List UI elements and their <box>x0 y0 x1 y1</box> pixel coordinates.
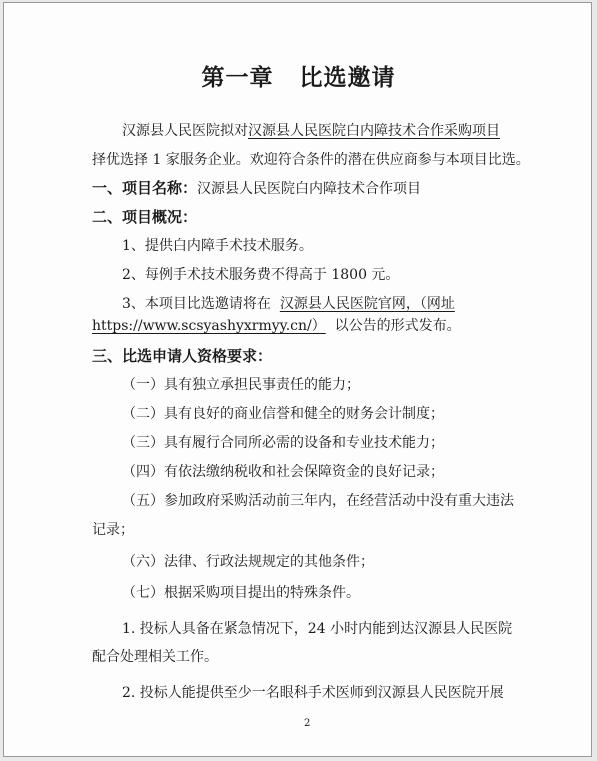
website-url[interactable]: https://www.scsyashyxrmyy.cn/） <box>92 318 326 334</box>
bidder-term-1-cont: 配合处理相关工作。 <box>92 649 218 665</box>
chapter-heading: 比选邀请 <box>299 64 396 91</box>
bidder-term-2: 2. 投标人能提供至少一名眼科手术医师到汉源县人民医院开展 <box>122 685 504 701</box>
section-3-label: 三、比选申请人资格要求： <box>92 347 273 365</box>
website-name-underlined: 汉源县人民医院官网，（网址 <box>279 296 455 312</box>
requirement-7: （七）根据采购项目提出的特殊条件。 <box>122 585 360 601</box>
requirement-2: （二）具有良好的商业信誉和健全的财务会计制度； <box>122 406 444 422</box>
requirement-4: （四）有依法缴纳税收和社会保障资金的良好记录； <box>122 464 444 480</box>
section-2-label: 二、项目概况： <box>92 208 198 226</box>
document-page <box>3 2 592 757</box>
overview-item-3-cont <box>92 317 461 335</box>
intro-prefix: 汉源县人民医院拟对 <box>122 123 248 139</box>
requirement-5: （五）参加政府采购活动前三年内，在经营活动中没有重大违法 <box>122 493 514 509</box>
section-1-value: 汉源县人民医院白内障技术合作项目 <box>197 181 422 197</box>
requirement-5-cont: 记录； <box>92 522 134 538</box>
overview-item-3 <box>122 295 455 313</box>
overview-item-1: 1、提供白内障手术技术服务。 <box>122 238 313 254</box>
overview-item-3-suffix: 以公告的形式发布。 <box>334 318 461 334</box>
project-name-underlined: 汉源县人民医院白内障技术合作采购项目 <box>248 123 500 139</box>
requirement-1: （一）具有独立承担民事责任的能力； <box>122 377 360 393</box>
overview-item-2: 2、每例手术技术服务费不得高于 1800 元。 <box>122 267 400 283</box>
bidder-term-1: 1. 投标人具备在紧急情况下，24 小时内能到达汉源县人民医院 <box>122 621 513 637</box>
intro-line-2: 择优选择 1 家服务企业。欢迎符合条件的潜在供应商参与本项目比选。 <box>92 152 530 168</box>
intro-line-1 <box>122 122 500 140</box>
requirement-6: （六）法律、行政法规规定的其他条件； <box>122 554 374 570</box>
section-1-label: 一、项目名称： <box>92 179 198 197</box>
overview-item-3-prefix: 3、本项目比选邀请将在 <box>122 296 271 312</box>
requirement-3: （三）具有履行合同所必需的设备和专业技术能力； <box>122 435 444 451</box>
chapter-number: 第一章 <box>201 64 274 91</box>
page-title <box>4 65 592 91</box>
page-number: 2 <box>304 718 311 729</box>
section-project-name <box>92 179 421 198</box>
